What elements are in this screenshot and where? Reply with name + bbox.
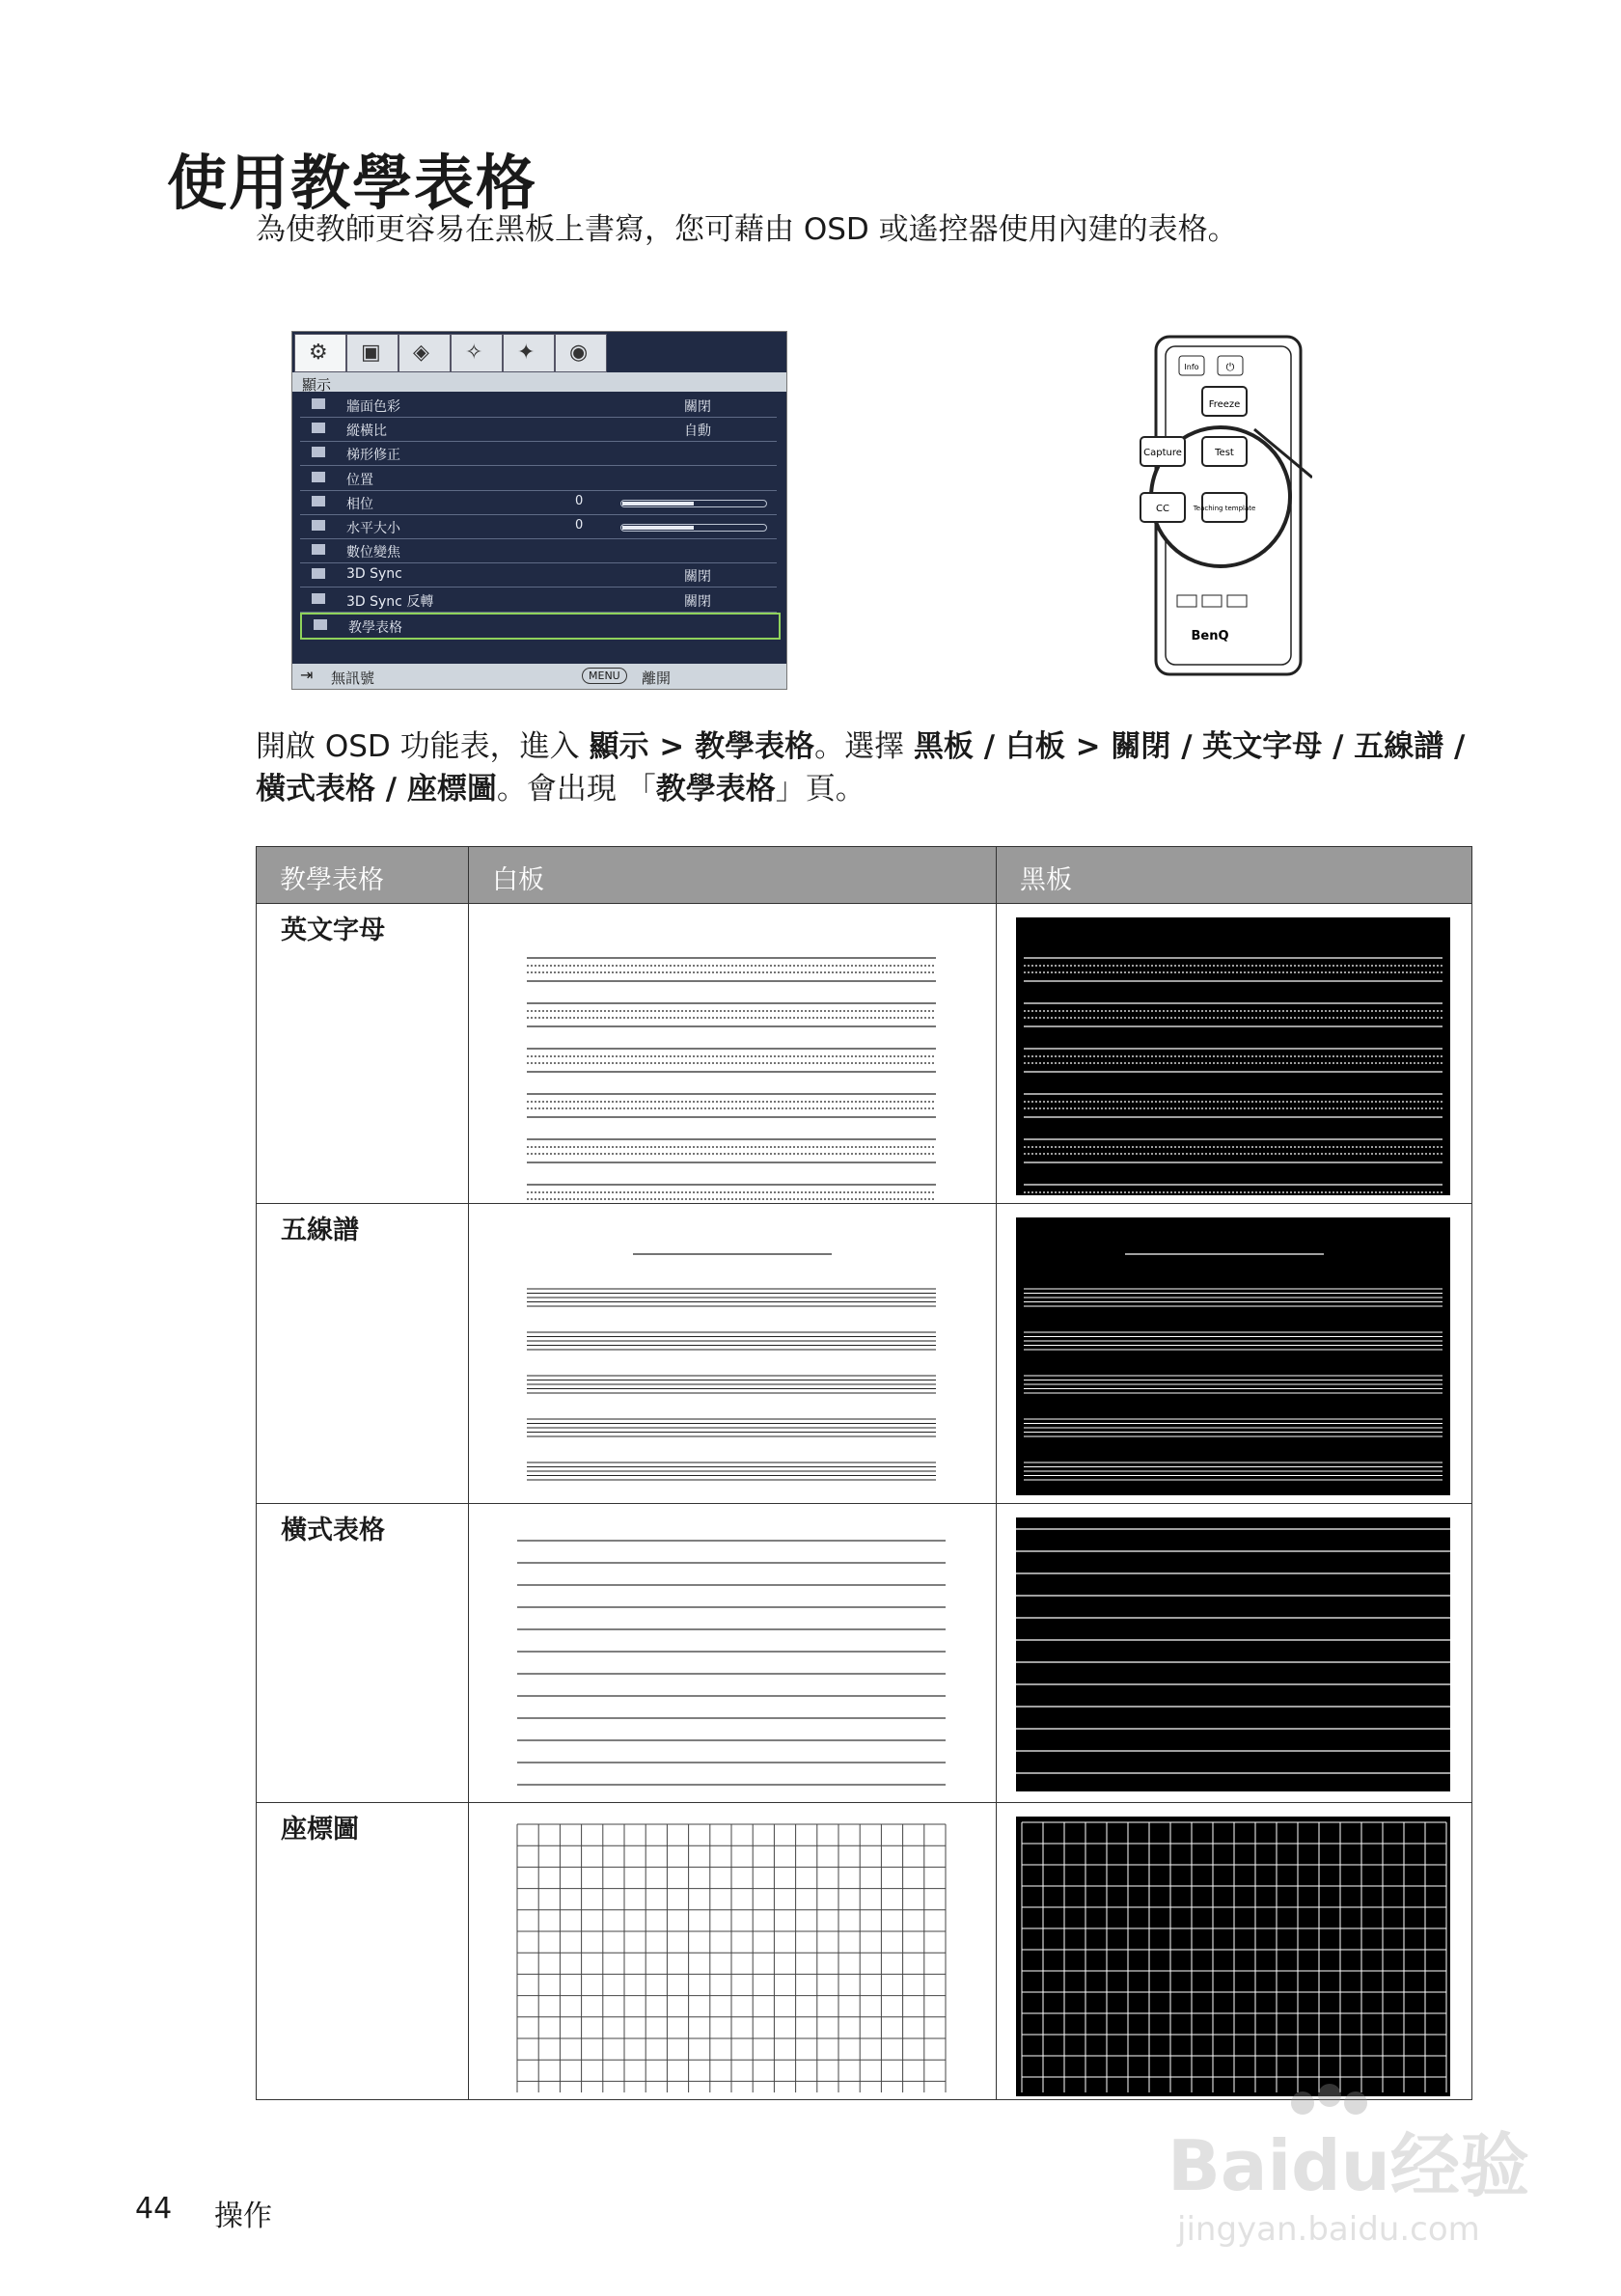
osd-item-icon (312, 472, 325, 482)
whiteboard-staff-pattern (469, 1204, 996, 1503)
whiteboard-letters-pattern (469, 904, 996, 1203)
osd-row[interactable] (300, 539, 777, 563)
baidu-watermark (1158, 2074, 1563, 2257)
osd-item-label: 相位 (346, 496, 373, 512)
benq-logo: BenQ (1191, 629, 1229, 643)
paw-icon (1291, 2084, 1367, 2115)
page-number: 44 (135, 2192, 173, 2226)
osd-item-icon (312, 447, 325, 457)
teaching-template-label: Teaching template (1193, 505, 1256, 512)
watermark-brand: Baidu经验 (1168, 2125, 1529, 2206)
osd-row[interactable] (300, 491, 777, 515)
osd-footer-right: 離開 (642, 670, 672, 687)
picture-tab-icon: ▣ (346, 334, 398, 372)
osd-item-value: 關閉 (684, 399, 711, 415)
row-label-lines: 橫式表格 (281, 1516, 385, 1545)
svg-text:⏻: ⏻ (1225, 361, 1235, 373)
osd-item-label: 3D Sync 反轉 (346, 593, 434, 610)
osd-row[interactable] (300, 613, 781, 640)
page-title: 使用教學表格 (167, 148, 538, 218)
osd-item-icon (312, 496, 325, 506)
template-table (256, 846, 1472, 2100)
osd-item-icon (312, 520, 325, 531)
osd-item-value: 關閉 (684, 593, 711, 610)
capture-label: Capture (1143, 448, 1182, 458)
cc-label: CC (1156, 504, 1169, 514)
osd-slider[interactable] (620, 500, 767, 507)
blackboard-letters-pattern (997, 904, 1471, 1203)
row-label-staff: 五線譜 (281, 1216, 359, 1245)
intro-text: 為使教師更容易在黑板上書寫，您可藉由 OSD 或遙控器使用內建的表格。 (256, 212, 1238, 247)
capture-button (1140, 437, 1185, 466)
page-section: 操作 (214, 2200, 272, 2233)
menu-key-icon: MENU (582, 668, 627, 684)
osd-item-label: 水平大小 (346, 521, 400, 536)
remote-control (1110, 333, 1312, 680)
osd-item-label: 位置 (346, 472, 373, 488)
osd-footer (292, 664, 786, 689)
osd-section-title: 顯示 (302, 376, 332, 394)
osd-item-icon (312, 398, 325, 409)
osd-item-icon (312, 544, 325, 555)
osd-item-label: 3D Sync (346, 566, 402, 583)
row-label-letters: 英文字母 (281, 916, 385, 945)
watermark-url: jingyan.baidu.com (1177, 2210, 1480, 2249)
osd-item-value: 自動 (684, 424, 711, 440)
osd-item-label: 數位變焦 (346, 545, 400, 561)
osd-row[interactable] (300, 515, 777, 539)
whiteboard-grid-pattern (469, 1803, 996, 2100)
osd-item-icon (312, 423, 325, 433)
test-label: Test (1215, 448, 1234, 458)
row-label-grid: 座標圖 (281, 1815, 359, 1845)
display-tab-icon: ⚙ (294, 334, 346, 372)
power-button (1218, 356, 1243, 375)
test-button (1202, 437, 1247, 466)
osd-item-label: 教學表格 (348, 619, 402, 636)
osd-row[interactable] (300, 588, 777, 613)
whiteboard-lines-pattern (469, 1504, 996, 1802)
osd-item-icon (312, 568, 325, 579)
header-whiteboard: 白板 (469, 847, 996, 903)
osd-row[interactable] (300, 442, 777, 466)
advanced-tab-icon: ✦ (503, 334, 555, 372)
osd-item-value: 關閉 (684, 569, 711, 586)
osd-menu (291, 331, 787, 690)
osd-item-label: 牆面色彩 (346, 399, 400, 415)
osd-item-icon (314, 619, 327, 630)
osd-item-label: 梯形修正 (346, 448, 400, 464)
input-icon: ⇥ (300, 666, 314, 684)
blackboard-grid-pattern (997, 1803, 1471, 2100)
info-button (1179, 356, 1204, 375)
osd-item-label: 縱橫比 (346, 424, 387, 440)
osd-footer-left: 無訊號 (331, 670, 375, 687)
osd-slider[interactable] (620, 524, 767, 532)
system-tab-icon: ✧ (451, 334, 503, 372)
osd-row[interactable] (300, 394, 777, 418)
instruction-text: 開啟 OSD 功能表，進入 顯示 > 教學表格。選擇 黑板 / 白板 > 關閉 / 英文字母 / 五線譜 / 橫式表格 / 座標圖。會出現 「教學表格」頁。 (256, 729, 1466, 806)
freeze-button (1202, 387, 1247, 416)
header-template: 教學表格 (257, 847, 468, 903)
osd-item-value: 0 (575, 493, 584, 508)
freeze-label: Freeze (1208, 399, 1241, 410)
source-tab-icon: ◈ (398, 334, 451, 372)
cc-button (1140, 493, 1185, 522)
osd-row[interactable] (300, 467, 777, 491)
blackboard-lines-pattern (997, 1504, 1471, 1802)
info-label: Info (1184, 363, 1199, 371)
osd-item-icon (312, 593, 325, 604)
header-blackboard: 黑板 (997, 847, 1471, 903)
osd-row[interactable] (300, 418, 777, 442)
blackboard-staff-pattern (997, 1204, 1471, 1503)
teaching-template-button (1193, 493, 1256, 522)
osd-row[interactable] (300, 563, 777, 588)
info-tab-icon: ◉ (555, 334, 607, 372)
osd-item-value: 0 (575, 518, 584, 533)
